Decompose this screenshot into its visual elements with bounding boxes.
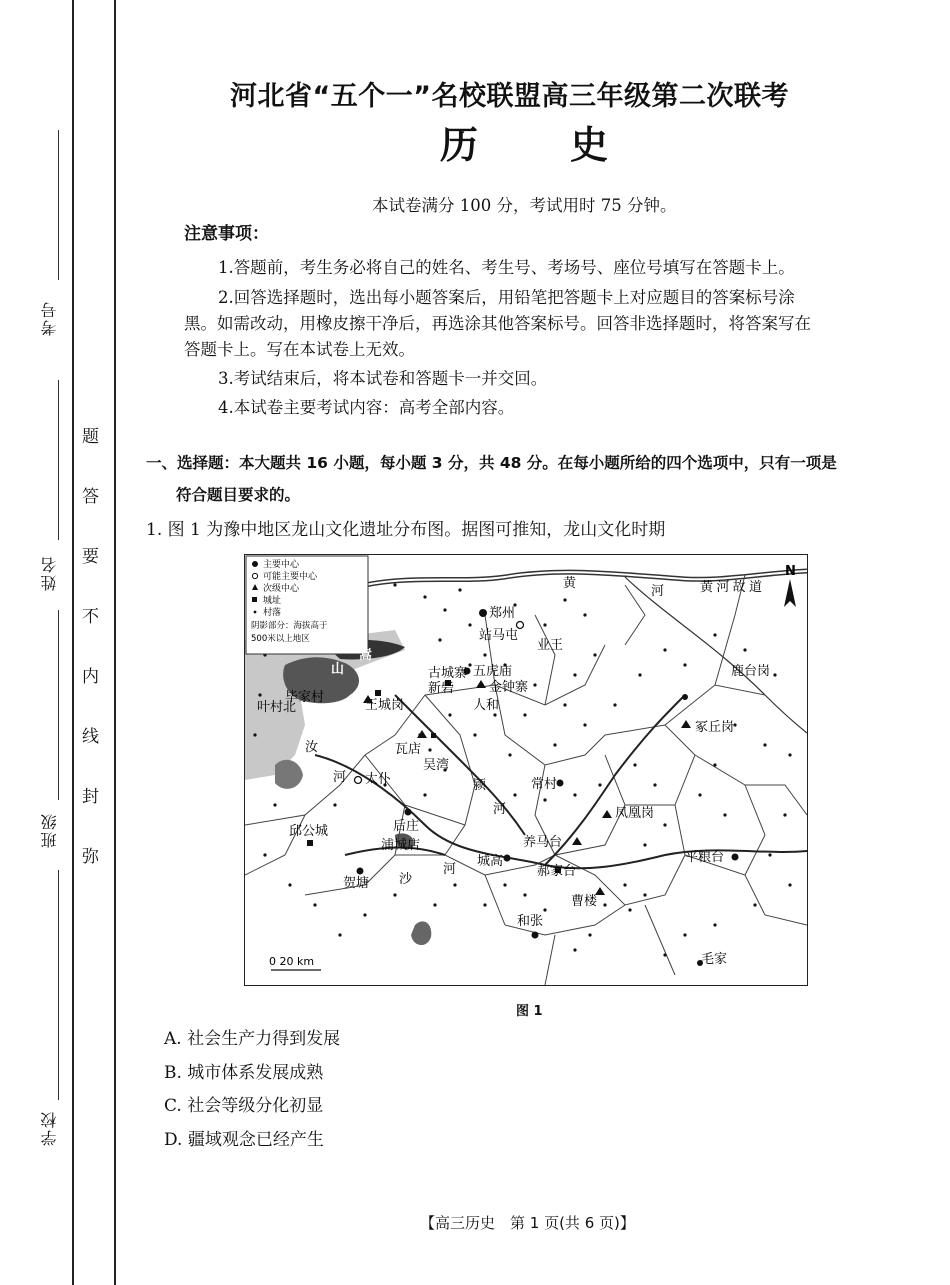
place-label: 城高 [477,854,504,869]
map-figure [244,554,808,986]
river-label: 汝 [305,740,319,755]
river-label: 黄河故道 [700,580,762,595]
legend-village-icon [254,611,257,614]
class-line [58,610,59,800]
subject-title: 历史 [440,123,701,167]
seal-char: 要 [82,547,99,567]
mountain-label: 山 [331,662,345,677]
river-label: 河 [333,770,347,785]
scale-label: 0 20 km [269,955,315,968]
place-label: 毛家 [701,952,728,967]
option-d: D. 疆域观念已经产生 [164,1130,324,1150]
seal-char: 不 [82,607,99,627]
mountain-dark [275,760,303,789]
option-b: B. 城市体系发展成熟 [164,1063,324,1083]
legend-city-site-icon [252,597,257,602]
place-label: 曹楼 [571,894,598,909]
place-label: 五虎庙 [473,664,513,679]
place-label: 凤凰岗 [615,806,655,821]
place-label: 吴湾 [423,758,450,773]
north-label: N [785,564,796,579]
option-c: C. 社会等级分化初显 [164,1096,324,1116]
place-label: 站马屯 [479,628,519,643]
legend-item: 村落 [263,608,282,618]
north-arrow-icon [784,579,796,607]
place-label: 常村 [531,777,558,792]
legend-item: 城址 [263,596,282,606]
map-svg [245,555,807,985]
margin-line-right [114,0,116,1285]
place-label: 平粮台 [685,850,725,865]
figure-caption: 图 1 [516,1004,543,1019]
seal-char: 内 [82,667,99,687]
legend-note: 500米以上地区 [251,634,310,644]
river-label: 河 [443,862,457,877]
notice-item: 4.本试卷主要考试内容：高考全部内容。 [218,398,515,417]
notice-item: 答题卡上。写在本试卷上无效。 [184,340,415,359]
page-footer: 【高三历史 第 1 页(共 6 页)】 [420,1214,635,1232]
seal-char: 题 [82,427,99,447]
place-label: 贺塘 [343,876,370,891]
river-label: 颍 [473,778,487,793]
place-label: 金钟寨 [489,680,529,695]
legend-item: 可能主要中心 [263,572,318,582]
place-label: 瓦店 [395,742,422,757]
name-label: 姓名 [40,555,59,591]
seal-char: 弥 [82,847,99,867]
exam-number-line [58,130,59,280]
old-yellow-river [625,577,807,733]
place-label: 冢丘岗 [695,720,735,735]
place-label: 新砦 [428,681,455,696]
seal-char: 封 [82,787,99,807]
place-label: 浦城店 [381,838,421,853]
place-label: 叶村北 [257,700,297,715]
place-label: 毕家村 [285,690,325,705]
legend-item: 主要中心 [263,560,300,570]
place-label: 邱公城 [289,824,329,839]
legend-item: 次级中心 [263,584,300,594]
place-label: 和张 [517,914,544,929]
place-label: 王城岗 [365,698,405,713]
option-a: A. 社会生产力得到发展 [164,1029,341,1049]
notice-item: 3.考试结束后，将本试卷和答题卡一并交回。 [218,369,548,388]
exam-number-label: 考号 [40,300,59,336]
exam-title: 河北省“五个一”名校联盟高三年级第二次联考 [230,81,789,112]
place-label: 后庄 [393,819,420,834]
place-label: 业王 [537,638,564,653]
question-stem: 1. 图 1 为豫中地区龙山文化遗址分布图。据图可推知，龙山文化时期 [146,520,666,540]
name-line [58,380,59,540]
notice-item: 1.答题前，考生务必将自己的姓名、考生号、考场号、座位号填写在答题卡上。 [218,258,795,277]
place-label: 太仆 [365,772,392,787]
mountain-label: 嵩 [359,648,373,663]
river-label: 河 [651,584,665,599]
place-label: 古城寨 [428,666,468,681]
notice-heading: 注意事项： [184,224,269,244]
class-label: 班级 [40,812,59,848]
notice-item: 2.回答选择题时，选出每小题答案后，用铅笔把答题卡上对应题目的答案标号涂 [218,288,795,307]
seal-char: 答 [82,487,99,507]
river-label: 沙 [399,872,413,887]
seal-char: 线 [82,727,99,747]
place-label: 郝家台 [537,864,577,879]
river-label: 河 [493,802,507,817]
section-heading-cont: 符合题目要求的。 [176,486,301,504]
mountain-dark [411,921,431,945]
place-label: 鹿台岗 [731,664,771,679]
margin-line-left [72,0,74,1285]
school-line [58,870,59,1100]
place-label: 养马台 [523,835,563,850]
section-heading: 一、选择题：本大题共 16 小题，每小题 3 分，共 48 分。在每小题所给的四个选项中，只有一项是 [146,454,837,472]
place-label: 郑州 [489,606,516,621]
exam-info: 本试卷满分 100 分，考试用时 75 分钟。 [372,196,677,215]
legend-main-center-icon [252,561,258,567]
river-label: 黄 [563,576,577,591]
legend-note: 阴影部分：海拔高于 [251,621,328,631]
place-label: 人和 [473,698,500,713]
notice-item: 黑。如需改动，用橡皮擦干净后，再选涂其他答案标号。回答非选择题时，将答案写在 [184,314,811,333]
school-label: 学校 [40,1110,59,1146]
